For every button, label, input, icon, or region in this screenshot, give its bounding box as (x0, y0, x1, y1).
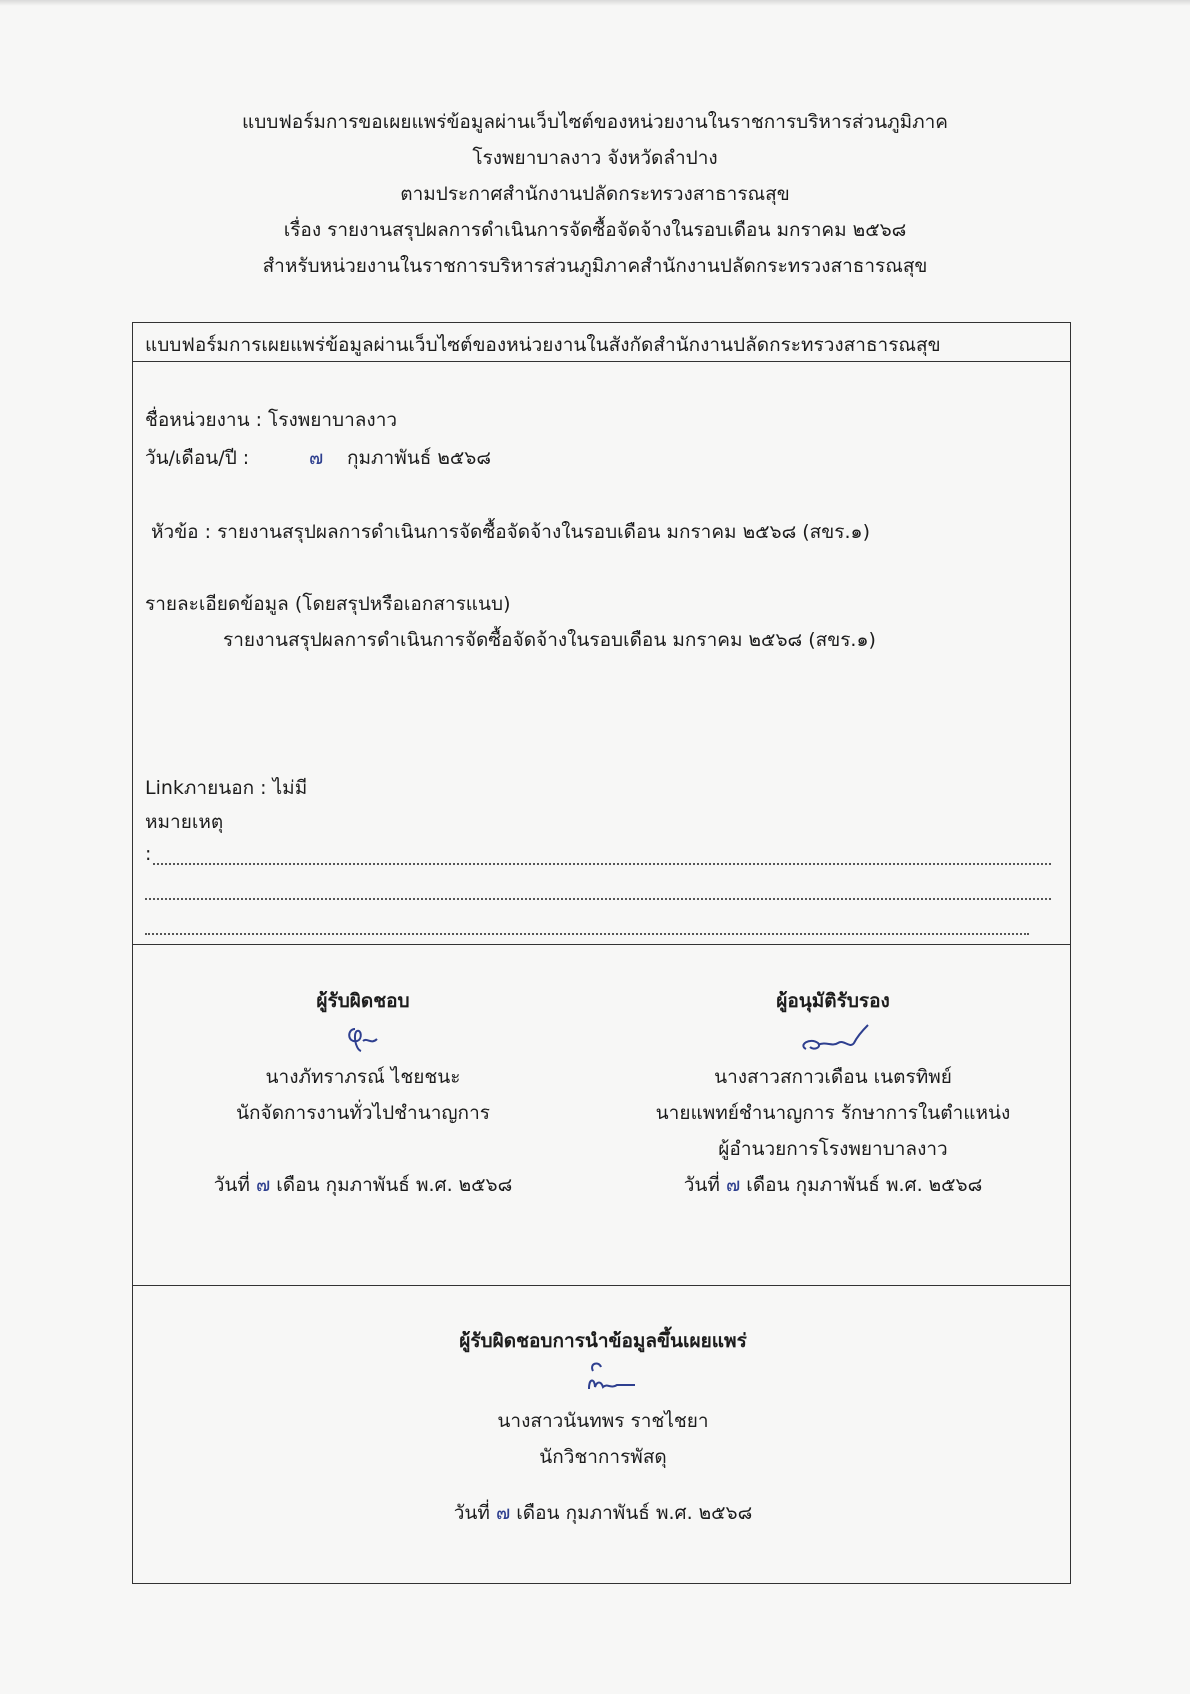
scan-edge (0, 0, 1190, 6)
form-title: แบบฟอร์มการเผยแพร่ข้อมูลผ่านเว็บไซต์ของหน่วยงานในสังกัดสำนักงานปลัดกระทรวงสาธารณสุข (145, 334, 941, 356)
note-dotted-line-3 (145, 933, 1029, 935)
external-link: Linkภายนอก : ไม่มี (145, 777, 308, 799)
note-dotted-line-2 (145, 898, 1051, 900)
publisher-date-day: ๗ (495, 1502, 511, 1524)
unit-name: ชื่อหน่วยงาน : โรงพยาบาลงาว (145, 409, 398, 431)
header-line-2: โรงพยาบาลงาว จังหวัดลำปาง (472, 147, 718, 169)
date-label: วัน/เดือน/ปี : (145, 447, 250, 469)
section-divider-2 (133, 1285, 1070, 1286)
responsible-signature (333, 1019, 393, 1059)
responsible-block (193, 983, 533, 1203)
approver-date-rest: เดือน กุมภาพันธ์ พ.ศ. ๒๕๖๘ (746, 1174, 983, 1196)
header-line-1: แบบฟอร์มการขอเผยแพร่ข้อมูลผ่านเว็บไซต์ของหน่วยงานในราชการบริหารส่วนภูมิภาค (241, 111, 949, 133)
publisher-label: ผู้รับผิดชอบการนำข้อมูลขึ้นเผยแพร่ (459, 1330, 747, 1352)
approver-signature (788, 1019, 878, 1059)
date-day: ๗ (309, 447, 324, 469)
approver-date-day: ๗ (725, 1174, 741, 1196)
publisher-position: นักวิชาการพัสดุ (539, 1446, 667, 1468)
publisher-date-prefix: วันที่ (453, 1502, 490, 1524)
approver-date (633, 1167, 1033, 1203)
approver-position-2: ผู้อำนวยการโรงพยาบาลงาว (718, 1138, 948, 1160)
form-title-row (133, 323, 1070, 362)
publisher-date-rest: เดือน กุมภาพันธ์ พ.ศ. ๒๕๖๘ (516, 1502, 753, 1524)
responsible-date-prefix: วันที่ (213, 1174, 250, 1196)
responsible-date (193, 1167, 533, 1203)
date-month-year: กุมภาพันธ์ ๒๕๖๘ (347, 447, 491, 469)
publisher-date (353, 1495, 853, 1531)
responsible-date-day: ๗ (255, 1174, 271, 1196)
header-line-3: ตามประกาศสำนักงานปลัดกระทรวงสาธารณสุข (400, 183, 790, 205)
responsible-position: นักจัดการงานทั่วไปชำนาญการ (236, 1102, 490, 1124)
section-divider-1 (133, 944, 1070, 945)
detail-label: รายละเอียดข้อมูล (โดยสรุปหรือเอกสารแนบ) (145, 593, 511, 615)
document-header (0, 104, 1190, 284)
approver-block (633, 983, 1033, 1203)
responsible-label: ผู้รับผิดชอบ (316, 990, 410, 1012)
approver-date-prefix: วันที่ (683, 1174, 720, 1196)
publisher-block (353, 1323, 853, 1531)
note-dotted-line-1 (153, 863, 1051, 865)
topic: หัวข้อ : รายงานสรุปผลการดำเนินการจัดซื้อจัดจ้างในรอบเดือน มกราคม ๒๕๖๘ (สขร.๑) (151, 521, 870, 543)
publisher-name: นางสาวนันทพร ราชไชยา (497, 1410, 709, 1432)
detail-text: รายงานสรุปผลการดำเนินการจัดซื้อจัดจ้างในรอบเดือน มกราคม ๒๕๖๘ (สขร.๑) (223, 629, 876, 651)
responsible-name: นางภัทราภรณ์ ไชยชนะ (265, 1066, 461, 1088)
header-line-4: เรื่อง รายงานสรุปผลการดำเนินการจัดซื้อจัดจ้างในรอบเดือน มกราคม ๒๕๖๘ (283, 219, 907, 241)
approver-position-1: นายแพทย์ชำนาญการ รักษาการในตำแหน่ง (655, 1102, 1011, 1124)
approver-label: ผู้อนุมัติรับรอง (776, 990, 890, 1012)
header-line-5: สำหรับหน่วยงานในราชการบริหารส่วนภูมิภาคสำนักงานปลัดกระทรวงสาธารณสุข (262, 255, 928, 277)
note-colon: : (145, 843, 152, 865)
responsible-date-rest: เดือน กุมภาพันธ์ พ.ศ. ๒๕๖๘ (276, 1174, 513, 1196)
publisher-signature (563, 1359, 643, 1403)
approver-name: นางสาวสกาวเดือน เนตรทิพย์ (714, 1066, 952, 1088)
form-box (132, 322, 1071, 1584)
note-label: หมายเหตุ (145, 811, 224, 833)
